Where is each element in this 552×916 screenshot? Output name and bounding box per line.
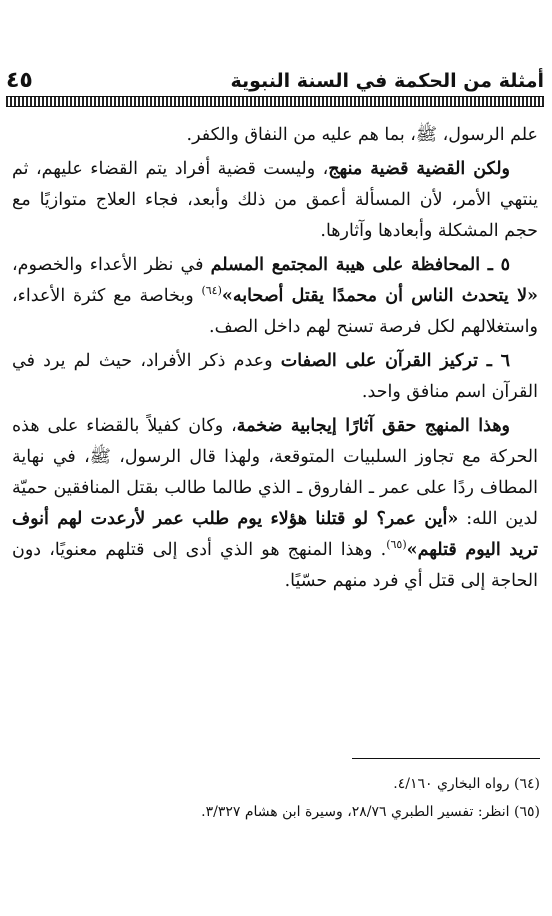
footnote: (٦٥) انظر: تفسير الطبري ٢٨/٧٦، وسيرة ابن هشام ٣/٣٢٧. — [201, 804, 540, 820]
bold-text-run: ٥ ـ المحافظة على هيبة المجتمع المسلم — [210, 255, 510, 275]
body-text — [12, 120, 538, 600]
paragraph — [12, 250, 538, 343]
bold-text-run: ٦ ـ تركيز القرآن على الصفات — [280, 351, 510, 371]
text-run: وعدم ذكر الأفراد، حيث لم يرد في القرآن اسم منافق واحد. — [12, 351, 538, 402]
paragraph — [12, 346, 538, 408]
text-run: وبخاصة مع كثرة الأعداء، واستغلالهم لكل فرصة تسنح لهم داخل الصف. — [12, 286, 538, 337]
paragraph — [12, 411, 538, 597]
footnotes — [12, 770, 540, 826]
footnote-rule — [352, 758, 540, 759]
text-run: في نظر الأعداء والخصوم، — [12, 255, 211, 275]
paragraph — [12, 154, 538, 247]
text-run: ، وليست قضية أفراد يتم القضاء عليهم، ثم ينتهي الأمر، لأن المسألة أعمق من ذلك وأبعد، فجاء العلاج متوازيًا مع حجم المشكلة وأبعادها وآثارها. — [12, 159, 538, 241]
footnote-marker: (٦٤) — [201, 284, 222, 298]
page-number: ٤٥ — [6, 68, 33, 93]
paragraph — [12, 120, 538, 151]
text-run: علم الرسول، ﷺ، بما هم عليه من النفاق والكفر. — [186, 125, 538, 145]
running-header — [6, 62, 544, 94]
header-rule — [6, 96, 544, 107]
footnote: (٦٤) رواه البخاري ٤/١٦٠. — [393, 776, 540, 792]
bold-text-run: وهذا المنهج حقق آثارًا إيجابية ضخمة — [236, 416, 510, 436]
bold-text-run: «أين عمر؟ لو قتلنا هؤلاء يوم طلب عمر لأرعدت لهم أنوف تريد اليوم قتلهم» — [12, 509, 538, 560]
bold-text-run: ولكن القضية قضية منهج — [328, 159, 511, 179]
running-header-title: أمثلة من الحكمة في السنة النبوية — [230, 70, 544, 92]
footnote-marker: (٦٥) — [386, 538, 407, 552]
bold-text-run: «لا يتحدث الناس أن محمدًا يقتل أصحابه» — [221, 286, 538, 306]
text-run: . وهذا المنهج هو الذي أدى إلى قتلهم معنويًا، دون الحاجة إلى قتل أي فرد منهم حسّيًا. — [12, 540, 538, 591]
text-run: ، وكان كفيلاً بالقضاء على هذه الحركة مع تجاوز السلبيات المتوقعة، ولهذا قال الرسول، ﷺ، في نهاية المطاف ردًا على عمر ـ الفاروق ـ الذي طالما طالب بقتل المنافقين حميّة لدين الله: — [12, 416, 538, 529]
